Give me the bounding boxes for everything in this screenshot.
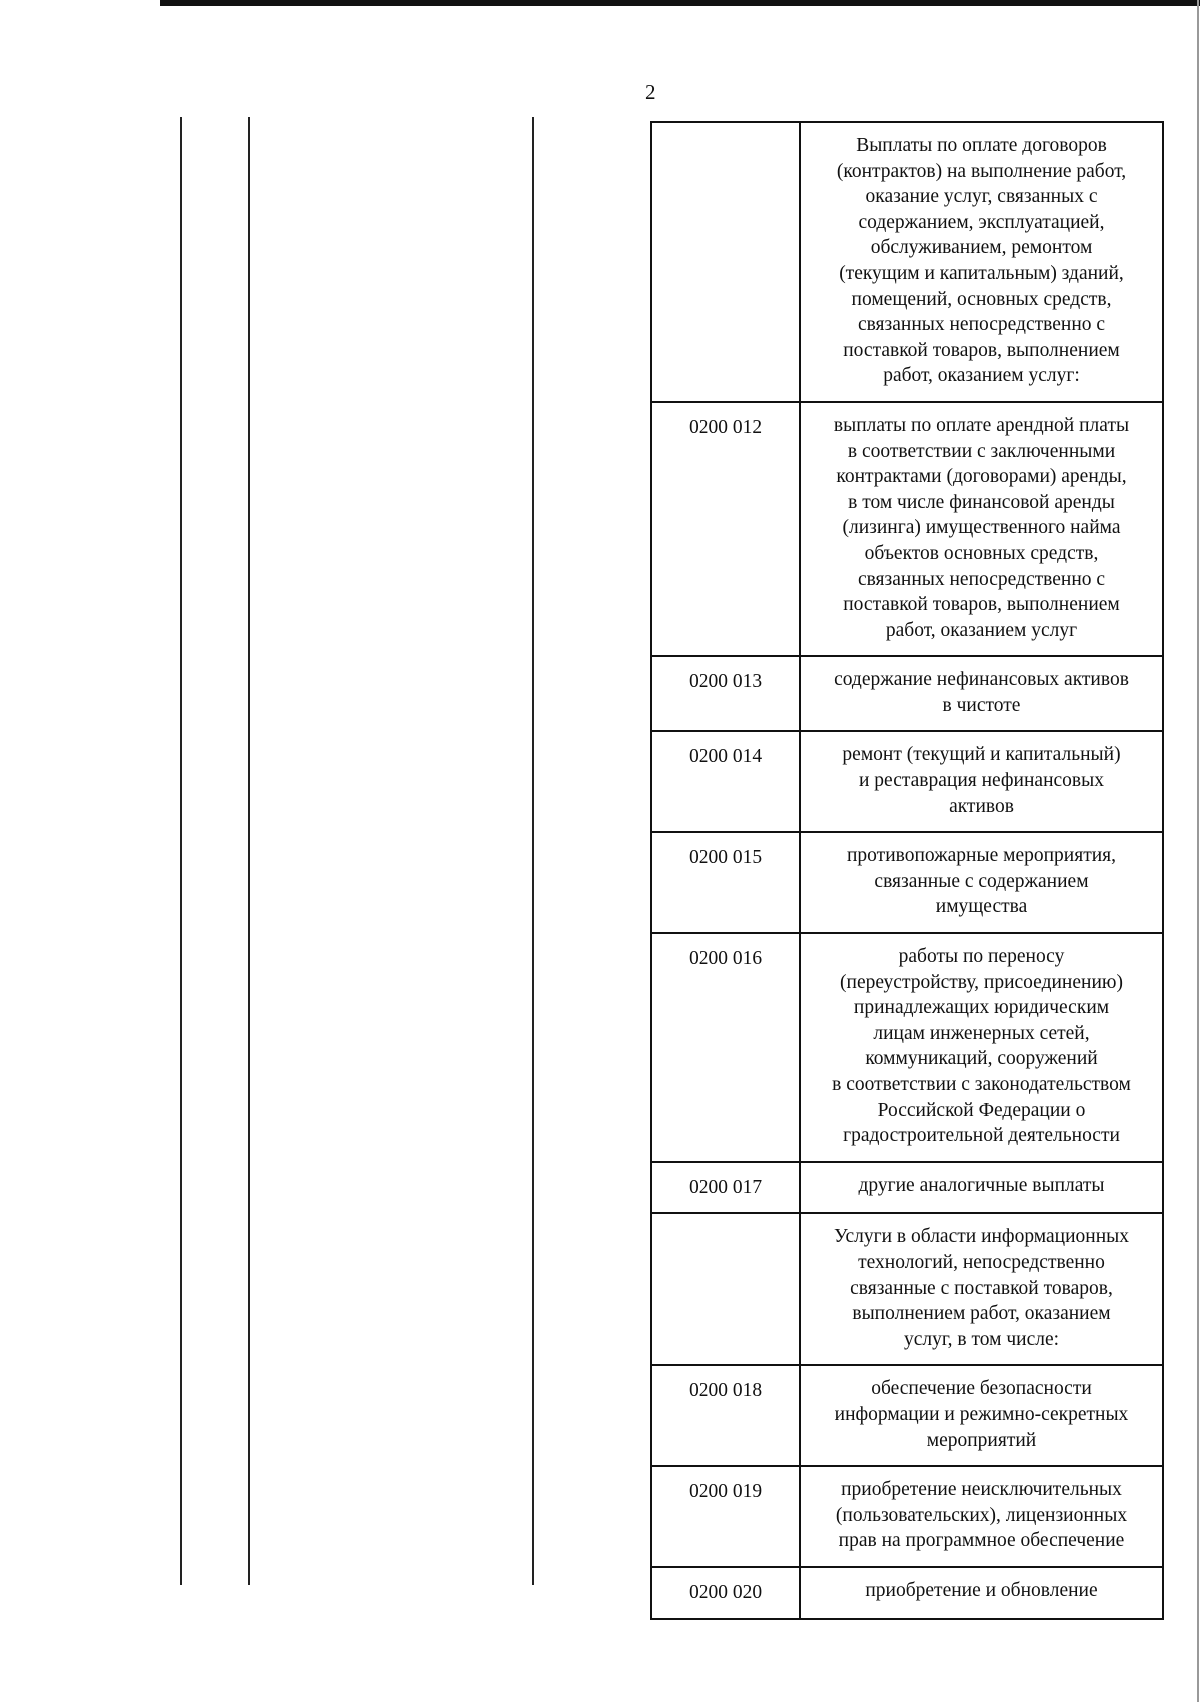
- row-code: 0200 016: [651, 933, 800, 1162]
- table-row: [651, 933, 1163, 1162]
- row-description: Выплаты по оплате договоров (контрактов) на выполнение работ, оказание услуг, связанных с содержанием, эксплуатацией, обслуживанием, ремонтом (текущим и капитальным) зданий, помещений, основных средств, связанных непосредственно с поставкой товаров, выполнением работ, оказанием услуг:: [800, 122, 1163, 402]
- row-description: выплаты по оплате арендной платы в соответствии с заключенными контрактами (договорами) аренды, в том числе финансовой аренды (лизинга) имущественного найма объектов основных средств, связанных непосредственно с поставкой товаров, выполнением работ, оказанием услуг: [800, 402, 1163, 656]
- row-code: [651, 122, 800, 402]
- table-row: [651, 1466, 1163, 1567]
- row-code: 0200 019: [651, 1466, 800, 1567]
- table-row: [651, 1162, 1163, 1214]
- row-description: противопожарные мероприятия, связанные с содержанием имущества: [800, 832, 1163, 933]
- table-row: [651, 656, 1163, 731]
- right-scan-edge: [1197, 0, 1199, 1702]
- left-column-line-1: [180, 117, 182, 1585]
- table-row: [651, 122, 1163, 402]
- table-row: [651, 1567, 1163, 1619]
- row-description: работы по переносу (переустройству, присоединению) принадлежащих юридическим лицам инженерных сетей, коммуникаций, сооружений в соответствии с законодательством Российской Федерации о градостроительной деятельности: [800, 933, 1163, 1162]
- row-code: 0200 018: [651, 1365, 800, 1466]
- table-row: [651, 1365, 1163, 1466]
- row-code: 0200 013: [651, 656, 800, 731]
- row-description: содержание нефинансовых активов в чистоте: [800, 656, 1163, 731]
- row-code: 0200 012: [651, 402, 800, 656]
- row-code: 0200 015: [651, 832, 800, 933]
- page-number: 2: [645, 80, 656, 104]
- row-description: обеспечение безопасности информации и режимно-секретных мероприятий: [800, 1365, 1163, 1466]
- row-description: Услуги в области информационных технологий, непосредственно связанные с поставкой товаров, выполнением работ, оказанием услуг, в том числе:: [800, 1213, 1163, 1365]
- top-scan-border: [160, 0, 1200, 6]
- row-description: ремонт (текущий и капитальный) и реставрация нефинансовых активов: [800, 731, 1163, 832]
- left-column-line-2: [248, 117, 250, 1585]
- table-body: [651, 122, 1163, 1619]
- row-code: 0200 020: [651, 1567, 800, 1619]
- row-code: 0200 014: [651, 731, 800, 832]
- row-description: другие аналогичные выплаты: [800, 1162, 1163, 1214]
- table-row: [651, 402, 1163, 656]
- left-column-line-3: [532, 117, 534, 1585]
- row-code: [651, 1213, 800, 1365]
- row-description: приобретение и обновление: [800, 1567, 1163, 1619]
- code-table: [650, 121, 1164, 1620]
- row-description: приобретение неисключительных (пользовательских), лицензионных прав на программное обеспечение: [800, 1466, 1163, 1567]
- table-row: [651, 731, 1163, 832]
- row-code: 0200 017: [651, 1162, 800, 1214]
- table-row: [651, 832, 1163, 933]
- table-row: [651, 1213, 1163, 1365]
